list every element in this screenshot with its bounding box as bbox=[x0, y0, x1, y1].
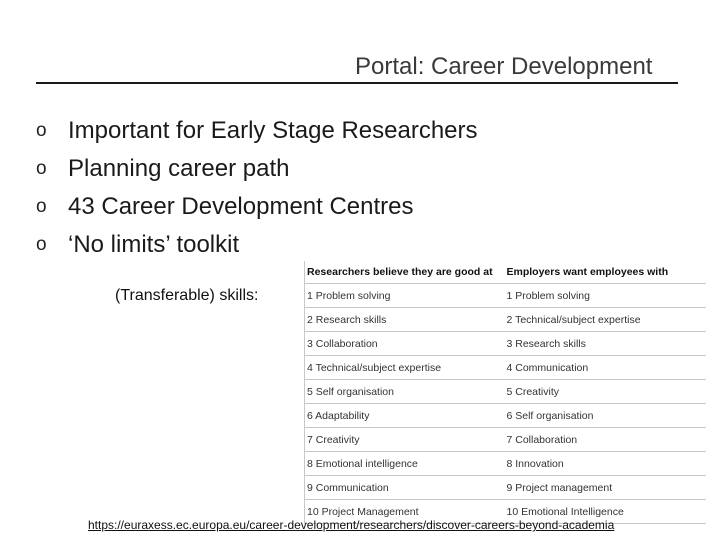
bullet-list bbox=[36, 112, 478, 264]
skills-comparison-table bbox=[304, 261, 706, 524]
bullet-text: Planning career path bbox=[68, 155, 290, 182]
table-cell: 9 Communication bbox=[305, 476, 505, 500]
bullet-marker: o bbox=[36, 120, 47, 141]
column-header-researchers: Researchers believe they are good at bbox=[305, 261, 505, 284]
table-cell: 2 Technical/subject expertise bbox=[505, 308, 707, 332]
table-cell: 5 Self organisation bbox=[305, 380, 505, 404]
bullet-marker: o bbox=[36, 158, 47, 179]
table-row bbox=[305, 332, 707, 356]
table-cell: 8 Emotional intelligence bbox=[305, 452, 505, 476]
table-row bbox=[305, 308, 707, 332]
bullet-text: 43 Career Development Centres bbox=[68, 193, 414, 220]
column-header-employers: Employers want employees with bbox=[505, 261, 707, 284]
title-underline bbox=[36, 82, 678, 84]
table-cell: 3 Collaboration bbox=[305, 332, 505, 356]
table-row bbox=[305, 428, 707, 452]
table-row bbox=[305, 404, 707, 428]
table-cell: 6 Self organisation bbox=[505, 404, 707, 428]
table-cell: 3 Research skills bbox=[505, 332, 707, 356]
table-cell: 4 Technical/subject expertise bbox=[305, 356, 505, 380]
table-row bbox=[305, 452, 707, 476]
table-cell: 6 Adaptability bbox=[305, 404, 505, 428]
table-cell: 7 Creativity bbox=[305, 428, 505, 452]
table-cell: 10 Project Management bbox=[305, 500, 505, 524]
bullet-item bbox=[36, 226, 478, 264]
bullet-marker: o bbox=[36, 234, 47, 255]
table-cell: 10 Emotional Intelligence bbox=[505, 500, 707, 524]
skills-label: (Transferable) skills: bbox=[115, 287, 259, 304]
table-cell: 1 Problem solving bbox=[305, 284, 505, 308]
table-row bbox=[305, 380, 707, 404]
table-cell: 4 Communication bbox=[505, 356, 707, 380]
table-cell: 1 Problem solving bbox=[505, 284, 707, 308]
source-link[interactable]: https://euraxess.ec.europa.eu/career-development/researchers/discover-careers-beyond-academia bbox=[88, 518, 615, 532]
table-cell: 2 Research skills bbox=[305, 308, 505, 332]
slide-title: Portal: Career Development bbox=[355, 53, 653, 80]
table-cell: 9 Project management bbox=[505, 476, 707, 500]
table-row bbox=[305, 356, 707, 380]
table-row bbox=[305, 284, 707, 308]
bullet-text: Important for Early Stage Researchers bbox=[68, 117, 478, 144]
table-header-row bbox=[305, 261, 707, 284]
bullet-item bbox=[36, 112, 478, 150]
bullet-marker: o bbox=[36, 196, 47, 217]
bullet-item bbox=[36, 150, 478, 188]
table-cell: 5 Creativity bbox=[505, 380, 707, 404]
table-row bbox=[305, 476, 707, 500]
table-cell: 7 Collaboration bbox=[505, 428, 707, 452]
table-cell: 8 Innovation bbox=[505, 452, 707, 476]
bullet-item bbox=[36, 188, 478, 226]
bullet-text: ‘No limits’ toolkit bbox=[68, 231, 240, 258]
